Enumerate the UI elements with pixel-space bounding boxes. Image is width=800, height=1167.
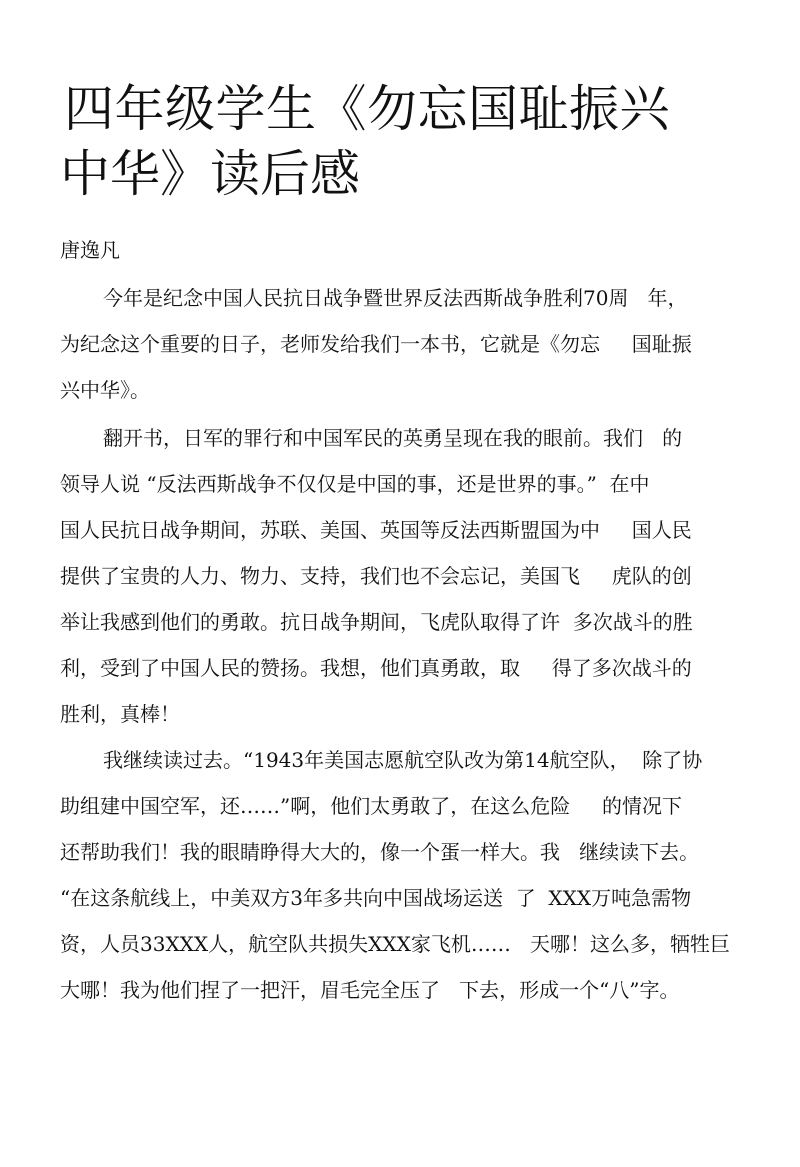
document-title-line-2: 中华》读后感	[60, 145, 360, 203]
body-line-5: 领导人说 “反法西斯战争不仅仅是中国的事，还是世界的事。” 在中	[60, 472, 650, 496]
body-line-9: 利，受到了中国人民的赞扬。我想，他们真勇敢，取 得了多次战斗的	[60, 656, 692, 680]
document-title-line-1: 四年级学生《勿忘国耻振兴	[64, 80, 670, 138]
body-line-1: 今年是纪念中国人民抗日战争暨世界反法西斯战争胜利70周 年，	[103, 286, 688, 310]
body-line-11: 我继续读过去。“1943年美国志愿航空队改为第14航空队， 除了协	[103, 748, 703, 772]
body-line-6: 国人民抗日战争期间，苏联、美国、英国等反法西斯盟国为中 国人民	[60, 518, 692, 542]
body-line-7: 提供了宝贵的人力、物力、支持，我们也不会忘记，美国飞 虎队的创	[60, 564, 692, 588]
body-line-4: 翻开书，日军的罪行和中国军民的英勇呈现在我的眼前。我们 的	[103, 426, 683, 450]
body-line-16: 大哪！我为他们捏了一把汗，眉毛完全压了 下去，形成一个“八”字。	[60, 978, 680, 1002]
body-line-13: 还帮助我们！我的眼睛睁得大大的，像一个蛋一样大。我 继续读下去。	[60, 840, 700, 864]
author-name: 唐逸凡	[60, 238, 120, 262]
body-line-12: 助组建中国空军，还……”啊，他们太勇敢了，在这么危险 的情况下	[60, 794, 683, 818]
body-line-3: 兴中华》。	[60, 378, 150, 402]
body-line-15: 资，人员33XXX人，航空队共损失XXX家飞机…… 天哪！这么多，牺牲巨	[60, 932, 730, 956]
body-line-14: “在这条航线上，中美双方3年多共向中国战场运送 了 XXX万吨急需物	[60, 886, 692, 910]
body-line-10: 胜利，真棒！	[60, 702, 180, 726]
body-line-2: 为纪念这个重要的日子，老师发给我们一本书，它就是《勿忘 国耻振	[60, 332, 692, 356]
body-line-8: 举让我感到他们的勇敢。抗日战争期间，飞虎队取得了许 多次战斗的胜	[60, 610, 693, 634]
